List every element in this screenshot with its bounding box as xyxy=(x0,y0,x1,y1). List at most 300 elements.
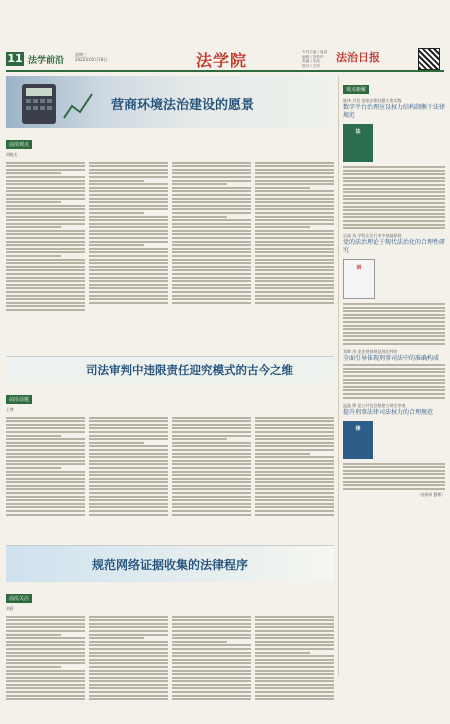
text-line xyxy=(6,431,85,433)
text-line xyxy=(343,321,445,323)
text-line xyxy=(6,499,85,501)
text-line xyxy=(172,194,251,196)
text-line xyxy=(6,194,85,196)
text-line xyxy=(89,205,168,207)
text-line xyxy=(89,190,168,192)
text-line xyxy=(172,162,251,164)
text-line xyxy=(6,442,85,444)
text-line xyxy=(6,503,85,505)
text-line xyxy=(172,255,251,257)
text-line xyxy=(89,262,168,264)
text-line xyxy=(6,248,85,250)
text-line xyxy=(343,386,445,388)
text-line xyxy=(255,514,334,516)
text-line xyxy=(255,201,334,203)
text-line xyxy=(6,205,85,207)
text-line xyxy=(172,248,251,250)
text-line xyxy=(172,670,251,672)
text-line xyxy=(343,177,445,179)
text-line xyxy=(6,165,85,167)
text-line xyxy=(255,634,334,636)
text-line xyxy=(172,481,251,483)
text-line xyxy=(172,619,251,621)
text-line xyxy=(89,291,168,293)
text-line xyxy=(6,417,85,419)
text-line xyxy=(6,626,85,628)
text-line xyxy=(343,325,445,327)
text-line xyxy=(172,463,251,465)
text-line xyxy=(255,616,334,618)
text-line xyxy=(6,514,85,516)
text-line xyxy=(89,506,168,508)
text-line xyxy=(89,169,168,171)
text-line xyxy=(172,634,251,636)
text-line xyxy=(6,190,85,192)
text-line xyxy=(89,471,168,473)
text-line xyxy=(6,623,85,625)
text-line xyxy=(6,648,85,650)
issue-weekday: 星期三 xyxy=(75,52,87,57)
text-line xyxy=(172,445,251,447)
text-line xyxy=(6,634,61,636)
text-line xyxy=(6,488,85,490)
text-line xyxy=(89,630,168,632)
text-line xyxy=(172,287,251,289)
text-line xyxy=(255,449,334,451)
text-line xyxy=(6,302,85,304)
main-column xyxy=(6,76,334,724)
text-line xyxy=(172,427,251,429)
text-line xyxy=(172,687,251,689)
text-line xyxy=(255,205,334,207)
text-line xyxy=(172,510,251,512)
text-line xyxy=(343,339,445,341)
text-line xyxy=(255,630,334,632)
sidebar-item-lead: 刘辉 用 论法规则规范刑法判决 xyxy=(343,348,398,354)
text-line xyxy=(89,698,168,700)
text-line xyxy=(343,484,445,486)
sidebar-item-lead: 陈伟 讨论 国家法律问题主体实践 xyxy=(343,98,402,103)
text-line xyxy=(172,176,251,178)
text-line xyxy=(6,474,85,476)
text-line xyxy=(89,478,168,480)
book-cover-icon: 研 xyxy=(343,259,375,299)
text-line xyxy=(172,695,251,697)
text-line xyxy=(89,623,168,625)
text-line xyxy=(6,666,61,668)
text-line xyxy=(89,680,168,682)
text-line xyxy=(6,291,85,293)
text-line xyxy=(89,655,168,657)
text-line xyxy=(172,435,251,437)
text-line xyxy=(255,655,334,657)
text-line xyxy=(6,169,85,171)
text-line xyxy=(255,233,334,235)
text-line xyxy=(172,616,251,618)
text-line xyxy=(255,273,334,275)
text-line xyxy=(6,652,85,654)
text-line xyxy=(255,169,334,171)
text-line xyxy=(6,259,85,261)
text-line xyxy=(255,474,334,476)
text-line xyxy=(343,488,445,490)
text-line xyxy=(89,492,168,494)
text-line xyxy=(255,691,334,693)
article-3-author: 刘莉 xyxy=(6,606,14,611)
proofreader: 校对 / 王萍 xyxy=(302,63,320,68)
text-line xyxy=(89,162,168,164)
text-line xyxy=(172,223,251,225)
text-line xyxy=(343,307,445,309)
text-line xyxy=(343,195,445,197)
text-line xyxy=(172,280,251,282)
text-line xyxy=(89,172,168,174)
article-2-banner xyxy=(6,356,334,383)
article-3-columns xyxy=(6,614,334,724)
text-line xyxy=(6,269,85,271)
text-line xyxy=(89,666,168,668)
text-line xyxy=(343,371,445,373)
text-line xyxy=(6,198,85,200)
text-line xyxy=(255,241,334,243)
text-line xyxy=(172,230,251,232)
text-line xyxy=(6,266,85,268)
sidebar-item-title: 提升刑事法律司法权力的合理规范 xyxy=(343,408,434,416)
text-line xyxy=(89,695,168,697)
text-line xyxy=(6,176,85,178)
column-name: 法学前沿 xyxy=(28,56,65,66)
text-line xyxy=(172,630,251,632)
text-line xyxy=(6,684,85,686)
sidebar-tag: 观点新解 xyxy=(343,85,369,94)
text-line xyxy=(6,492,85,494)
text-line xyxy=(89,280,168,282)
text-line xyxy=(343,202,445,204)
text-line xyxy=(6,630,85,632)
text-line xyxy=(255,698,334,700)
text-line xyxy=(255,198,334,200)
text-line xyxy=(255,223,334,225)
text-line xyxy=(6,298,85,300)
text-line xyxy=(6,478,85,480)
text-line xyxy=(255,431,334,433)
text-line xyxy=(172,180,251,182)
text-line xyxy=(255,248,334,250)
text-line xyxy=(343,173,445,175)
text-line xyxy=(6,162,85,164)
text-line xyxy=(89,510,168,512)
text-line xyxy=(172,205,251,207)
text-line xyxy=(343,317,445,319)
text-line xyxy=(6,506,85,508)
text-line xyxy=(172,673,251,675)
text-line xyxy=(6,644,85,646)
text-line xyxy=(172,277,251,279)
text-line xyxy=(6,637,85,639)
text-line xyxy=(89,485,168,487)
text-line xyxy=(172,655,251,657)
text-line xyxy=(255,662,334,664)
article-1-tag: 前沿观点 xyxy=(6,140,32,149)
text-line xyxy=(6,677,85,679)
text-line xyxy=(172,208,251,210)
article-1-banner xyxy=(6,76,334,128)
text-line xyxy=(89,438,168,440)
text-line xyxy=(89,187,168,189)
text-column xyxy=(255,415,334,539)
article-3-banner xyxy=(6,545,334,582)
text-line xyxy=(255,467,334,469)
text-line xyxy=(89,302,168,304)
editor-credits xyxy=(302,50,340,68)
text-column xyxy=(89,614,168,724)
text-line xyxy=(255,180,334,182)
text-line xyxy=(6,251,85,253)
text-line xyxy=(255,670,334,672)
text-line xyxy=(343,328,445,330)
text-line xyxy=(89,180,144,182)
text-column xyxy=(6,614,85,724)
text-line xyxy=(255,481,334,483)
text-line xyxy=(6,467,61,469)
book-cover-icon: 法 xyxy=(343,124,373,162)
text-line xyxy=(255,287,334,289)
text-line xyxy=(255,244,334,246)
text-line xyxy=(343,477,445,479)
text-line xyxy=(172,259,251,261)
text-line xyxy=(89,273,168,275)
text-line xyxy=(255,277,334,279)
text-line xyxy=(89,616,168,618)
text-line xyxy=(6,471,85,473)
text-line xyxy=(255,424,334,426)
text-line xyxy=(343,470,445,472)
text-line xyxy=(89,449,168,451)
text-line xyxy=(343,170,445,172)
text-line xyxy=(343,463,445,465)
text-line xyxy=(172,456,251,458)
text-line xyxy=(89,481,168,483)
text-line xyxy=(6,655,85,657)
text-line xyxy=(6,230,85,232)
text-line xyxy=(89,691,168,693)
text-column xyxy=(89,415,168,539)
text-line xyxy=(172,172,251,174)
text-line xyxy=(6,619,85,621)
text-line xyxy=(255,695,334,697)
text-line xyxy=(89,201,168,203)
text-line xyxy=(172,666,251,668)
article-2-columns xyxy=(6,415,334,539)
text-line xyxy=(172,662,251,664)
text-line xyxy=(6,255,61,257)
text-line xyxy=(89,662,168,664)
text-line xyxy=(89,460,168,462)
text-line xyxy=(89,241,168,243)
text-line xyxy=(6,662,85,664)
text-line xyxy=(255,463,334,465)
text-line xyxy=(89,216,168,218)
text-line xyxy=(172,488,251,490)
text-line xyxy=(255,460,334,462)
text-line xyxy=(172,453,251,455)
text-line xyxy=(172,644,251,646)
chief-editor: 专刊主编 / 周斌 xyxy=(302,50,328,54)
text-line xyxy=(172,648,251,650)
text-line xyxy=(172,216,227,218)
text-line xyxy=(6,496,85,498)
editor: 编辑 / 刘美华 xyxy=(302,54,324,59)
text-line xyxy=(255,503,334,505)
text-line xyxy=(343,224,445,226)
text-line xyxy=(255,453,310,455)
text-line xyxy=(172,467,251,469)
text-line xyxy=(6,435,61,437)
text-line xyxy=(89,208,168,210)
text-line xyxy=(89,684,168,686)
text-line xyxy=(89,295,168,297)
text-line xyxy=(172,251,251,253)
text-line xyxy=(255,499,334,501)
text-line xyxy=(172,169,251,171)
text-line xyxy=(6,216,85,218)
text-line xyxy=(255,216,334,218)
text-line xyxy=(172,244,251,246)
text-column xyxy=(6,415,85,539)
sidebar-byline: （金刚申 整理） xyxy=(417,491,445,497)
text-line xyxy=(343,466,445,468)
text-line xyxy=(172,298,251,300)
article-1-body xyxy=(6,131,334,346)
text-line xyxy=(255,302,334,304)
text-line xyxy=(89,659,168,661)
text-line xyxy=(6,616,85,618)
text-line xyxy=(6,463,85,465)
text-line xyxy=(255,165,334,167)
sidebar-item-lead: 温晶 期 论公共信息秘密方规定审查 xyxy=(343,402,406,408)
text-line xyxy=(89,212,144,214)
text-line xyxy=(89,637,144,639)
text-line xyxy=(89,287,168,289)
text-line xyxy=(89,634,168,636)
text-line xyxy=(172,680,251,682)
text-line xyxy=(89,255,168,257)
text-line xyxy=(89,644,168,646)
text-line xyxy=(255,659,334,661)
text-line xyxy=(255,187,310,189)
text-line xyxy=(255,183,334,185)
text-column xyxy=(255,160,334,346)
text-line xyxy=(89,298,168,300)
text-line xyxy=(89,233,168,235)
text-line xyxy=(6,456,85,458)
text-column xyxy=(255,614,334,724)
text-line xyxy=(6,233,85,235)
text-line xyxy=(343,180,445,182)
text-line xyxy=(172,187,251,189)
text-line xyxy=(172,506,251,508)
text-line xyxy=(255,262,334,264)
sidebar-item-title: 全面引导体现刑事司法中的准确构成 xyxy=(343,354,440,362)
text-line xyxy=(89,284,168,286)
text-line xyxy=(89,420,168,422)
text-line xyxy=(6,226,61,228)
text-line xyxy=(6,172,61,174)
text-line xyxy=(343,213,445,215)
article-3-title: 规范网络证据收集的法律程序 xyxy=(92,558,249,572)
text-line xyxy=(89,269,168,271)
text-line xyxy=(172,626,251,628)
text-line xyxy=(255,427,334,429)
text-line xyxy=(89,652,168,654)
text-line xyxy=(255,162,334,164)
text-column xyxy=(172,415,251,539)
text-line xyxy=(172,420,251,422)
text-line xyxy=(172,496,251,498)
text-line xyxy=(6,219,85,221)
text-line xyxy=(172,514,251,516)
text-line xyxy=(89,648,168,650)
text-line xyxy=(172,417,251,419)
newspaper-logo: 法治日报 xyxy=(336,51,380,64)
text-line xyxy=(255,680,334,682)
text-line xyxy=(6,680,85,682)
text-line xyxy=(255,637,334,639)
text-line xyxy=(343,368,445,370)
text-line xyxy=(6,698,85,700)
text-line xyxy=(343,188,445,190)
text-line xyxy=(255,442,334,444)
text-line xyxy=(89,499,168,501)
article-3-body xyxy=(6,585,334,724)
text-line xyxy=(343,364,445,366)
text-line xyxy=(89,626,168,628)
text-line xyxy=(172,623,251,625)
issue-date xyxy=(75,52,135,62)
text-line xyxy=(172,485,251,487)
text-line xyxy=(89,514,168,516)
text-line xyxy=(343,220,445,222)
text-line xyxy=(6,424,85,426)
text-line xyxy=(343,310,445,312)
text-line xyxy=(6,295,85,297)
text-line xyxy=(89,198,168,200)
text-line xyxy=(89,183,168,185)
text-line xyxy=(89,219,168,221)
text-line xyxy=(89,431,168,433)
text-line xyxy=(6,212,85,214)
section-title: 法学院 xyxy=(196,51,248,70)
text-line xyxy=(255,496,334,498)
text-line xyxy=(172,474,251,476)
text-line xyxy=(89,503,168,505)
text-line xyxy=(172,295,251,297)
sidebar-item-title: 数字平台治理应以权力结构制衡于法律规范 xyxy=(343,104,446,119)
text-line xyxy=(6,460,85,462)
text-line xyxy=(89,442,144,444)
text-line xyxy=(172,237,251,239)
text-line xyxy=(89,488,168,490)
text-line xyxy=(255,677,334,679)
text-line xyxy=(6,180,85,182)
text-line xyxy=(255,641,334,643)
text-line xyxy=(89,673,168,675)
text-line xyxy=(6,309,85,311)
text-line xyxy=(343,389,445,391)
article-1-title: 营商环境法治建设的愿景 xyxy=(111,98,255,113)
text-line xyxy=(343,481,445,483)
text-line xyxy=(6,305,85,307)
